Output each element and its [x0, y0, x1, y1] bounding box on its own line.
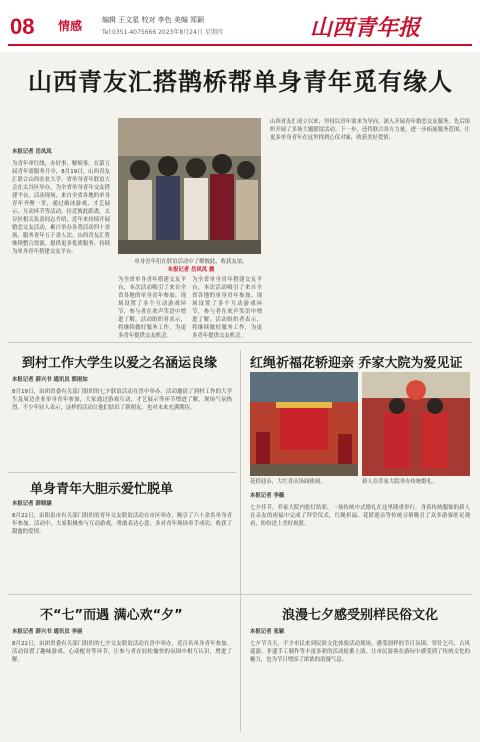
- lead-column-2: 为全省单身青年搭建交友平台，本次活动吸引了来自全省各地的单身青年参加。现场设置了多个互动游戏环节，参与者在欢声笑语中增进了解。活动组织者表示，将继续做好服务工作，为更多青年提供交友机会。: [118, 277, 186, 338]
- article-1-title: 到村工作大学生以爱之名涵运良缘: [22, 356, 218, 371]
- lead-photo: [118, 118, 261, 254]
- lead-headline: 山西青友汇搭鹊桥帮单身青年觅有缘人: [28, 68, 453, 96]
- header-divider: [8, 44, 472, 46]
- article-5-byline: 本报记者 张颖: [250, 629, 285, 635]
- lead-column-3: 为全省单身青年搭建交友平台，本次活动吸引了来自全省各地的单身青年参加。现场设置了多个互动游戏环节，参与者在欢声笑语中增进了解。活动组织者表示，将继续做好服务工作，为更多青年提供交友机会。: [192, 277, 262, 338]
- editor-line: 编辑 王文星 校对 李色 美编 郑颖: [102, 16, 205, 24]
- article-4-byline: 本报记者 薛兴书 通讯员 李丽: [12, 629, 83, 635]
- article-4-body: [12, 628, 232, 728]
- article-3-text: 七夕佳节，乔家大院内张灯结彩，一场传统中式婚礼在这里隆重举行。身着传统服饰的新人在亲友的祝福中完成了拜堂仪式，红绳祈福、花轿迎亲等传统习俗吸引了众多游客驻足观看，纷纷送上美好祝愿。: [250, 505, 470, 527]
- lead-column-1: [12, 148, 110, 338]
- bottom-divider: [8, 594, 472, 595]
- caption-line-1: 单身青年们在联谊活动中了解彼此，收获友谊。: [134, 259, 248, 265]
- lead-body: 为青年牵红线，办好事，解烦事。在第五届青年需服务月中，8月19日，山西青友汇联合山西农业大学、省单身青年联谊大会在太谷区举办，为全省单身青年交友搭建平台。活动现场，来自全省各地的单身青年齐聚一堂，通过破冰游戏、才艺展示、互动环节等活动，拉近彼此距离。太谷区相关负责同志介绍，近年来持续开展婚恋交友活动，累计举办各类活动四十余场，服务青年五千余人次。山西青友汇将继续整合资源，提供更多优质服务，持续为单身青年搭建交友平台。: [12, 161, 110, 255]
- page-number: 08: [10, 14, 35, 39]
- article-1-byline: 本报记者 薛兴书 通讯员 郭雨如: [12, 377, 88, 383]
- lead-byline: 本报记者 岳凤凤: [12, 149, 52, 155]
- article-2-text: 8月22日，由阳泉市有关部门组织的青年交友联谊活动在市区举办，吸引了六十余名单身青年参加。活动中，大家积极参与互动游戏，勇敢表达心意，多对青年现场牵手成功，收获了甜蜜的爱情。: [12, 513, 232, 535]
- article-1-body: [12, 376, 232, 468]
- newspaper-logo: 山西青年报: [309, 15, 420, 41]
- article-4-title: 不“七”而遇 满心欢“夕”: [40, 608, 183, 623]
- article-3-photo-a-image: [250, 372, 358, 476]
- article-3-photo-a: [250, 372, 358, 476]
- article-5-title: 浪漫七夕感受别样民俗文化: [282, 608, 439, 623]
- article-5-text: 七夕节当天，不少市民来到民俗文化体验活动现场，感受别样的节日氛围。穿针乞巧、古风巡游、非遗手工制作等丰富多彩的活动轮番上演，让市民游客在游玩中感受到了传统文化的魅力，也为节日增添了浓浓的浪漫气息。: [250, 641, 470, 663]
- article-1-text: 8月19日，由团省委有关部门组织的七夕联谊活动在晋中举办。活动邀请了到村工作的大学生及周边企业单身青年参加，大家通过游戏互动、才艺展示等环节增进了解，现场气氛热烈。不少年轻人表示，这样的活动让他们结识了新朋友，也对未来充满期待。: [12, 389, 232, 411]
- article-3-byline: 本报记者 李薇: [250, 493, 285, 499]
- article-4-text: 8月22日，由团省委有关部门组织的七夕交友联谊活动在晋中举办，近百名单身青年参加。活动设置了趣味游戏、心动配对等环节，让参与者在轻松愉快的氛围中相互认识，增进了解。: [12, 641, 232, 663]
- article-3-body: [250, 492, 470, 584]
- article-3-title: 红绳祈福花轿迎亲 乔家大院为爱见证: [250, 356, 463, 371]
- lead-photo-image: [118, 118, 261, 254]
- date-line: Tel:0351-4075666 2023年8月24日 星期四: [102, 29, 223, 36]
- article-3-caption-b: 新人在乔家大院举办传统婚礼。: [362, 479, 438, 485]
- caption-line-2: 本报记者 岳凤凤 摄: [167, 267, 215, 273]
- article-3-photo-b-image: [362, 372, 470, 476]
- article-5-body: [250, 628, 470, 728]
- article-2-title: 单身青年大胆示爱忙脱单: [30, 482, 174, 497]
- column-rule: [240, 350, 241, 732]
- lead-photo-caption: [120, 258, 262, 274]
- article-3-caption-a: 花轿迎亲，大红喜庆场面热闹。: [250, 479, 326, 485]
- section-name: 情感: [58, 19, 83, 33]
- article-3-photo-b: [362, 372, 470, 476]
- article-2-body: [12, 500, 232, 582]
- article-2-byline: 本报记者 薛晓涵: [12, 501, 52, 507]
- section-divider: [8, 342, 472, 343]
- lead-column-4: 山西青友汇成立以来，坚持以青年需求为导向，深入开展青年婚恋交友服务，先后组织开展了多场主题联谊活动。下一步，还将联合各方力量，进一步拓展服务范围，让更多单身青年在这里找到心仪对象，收获美好爱情。: [270, 119, 470, 141]
- article-divider-left: [8, 472, 236, 473]
